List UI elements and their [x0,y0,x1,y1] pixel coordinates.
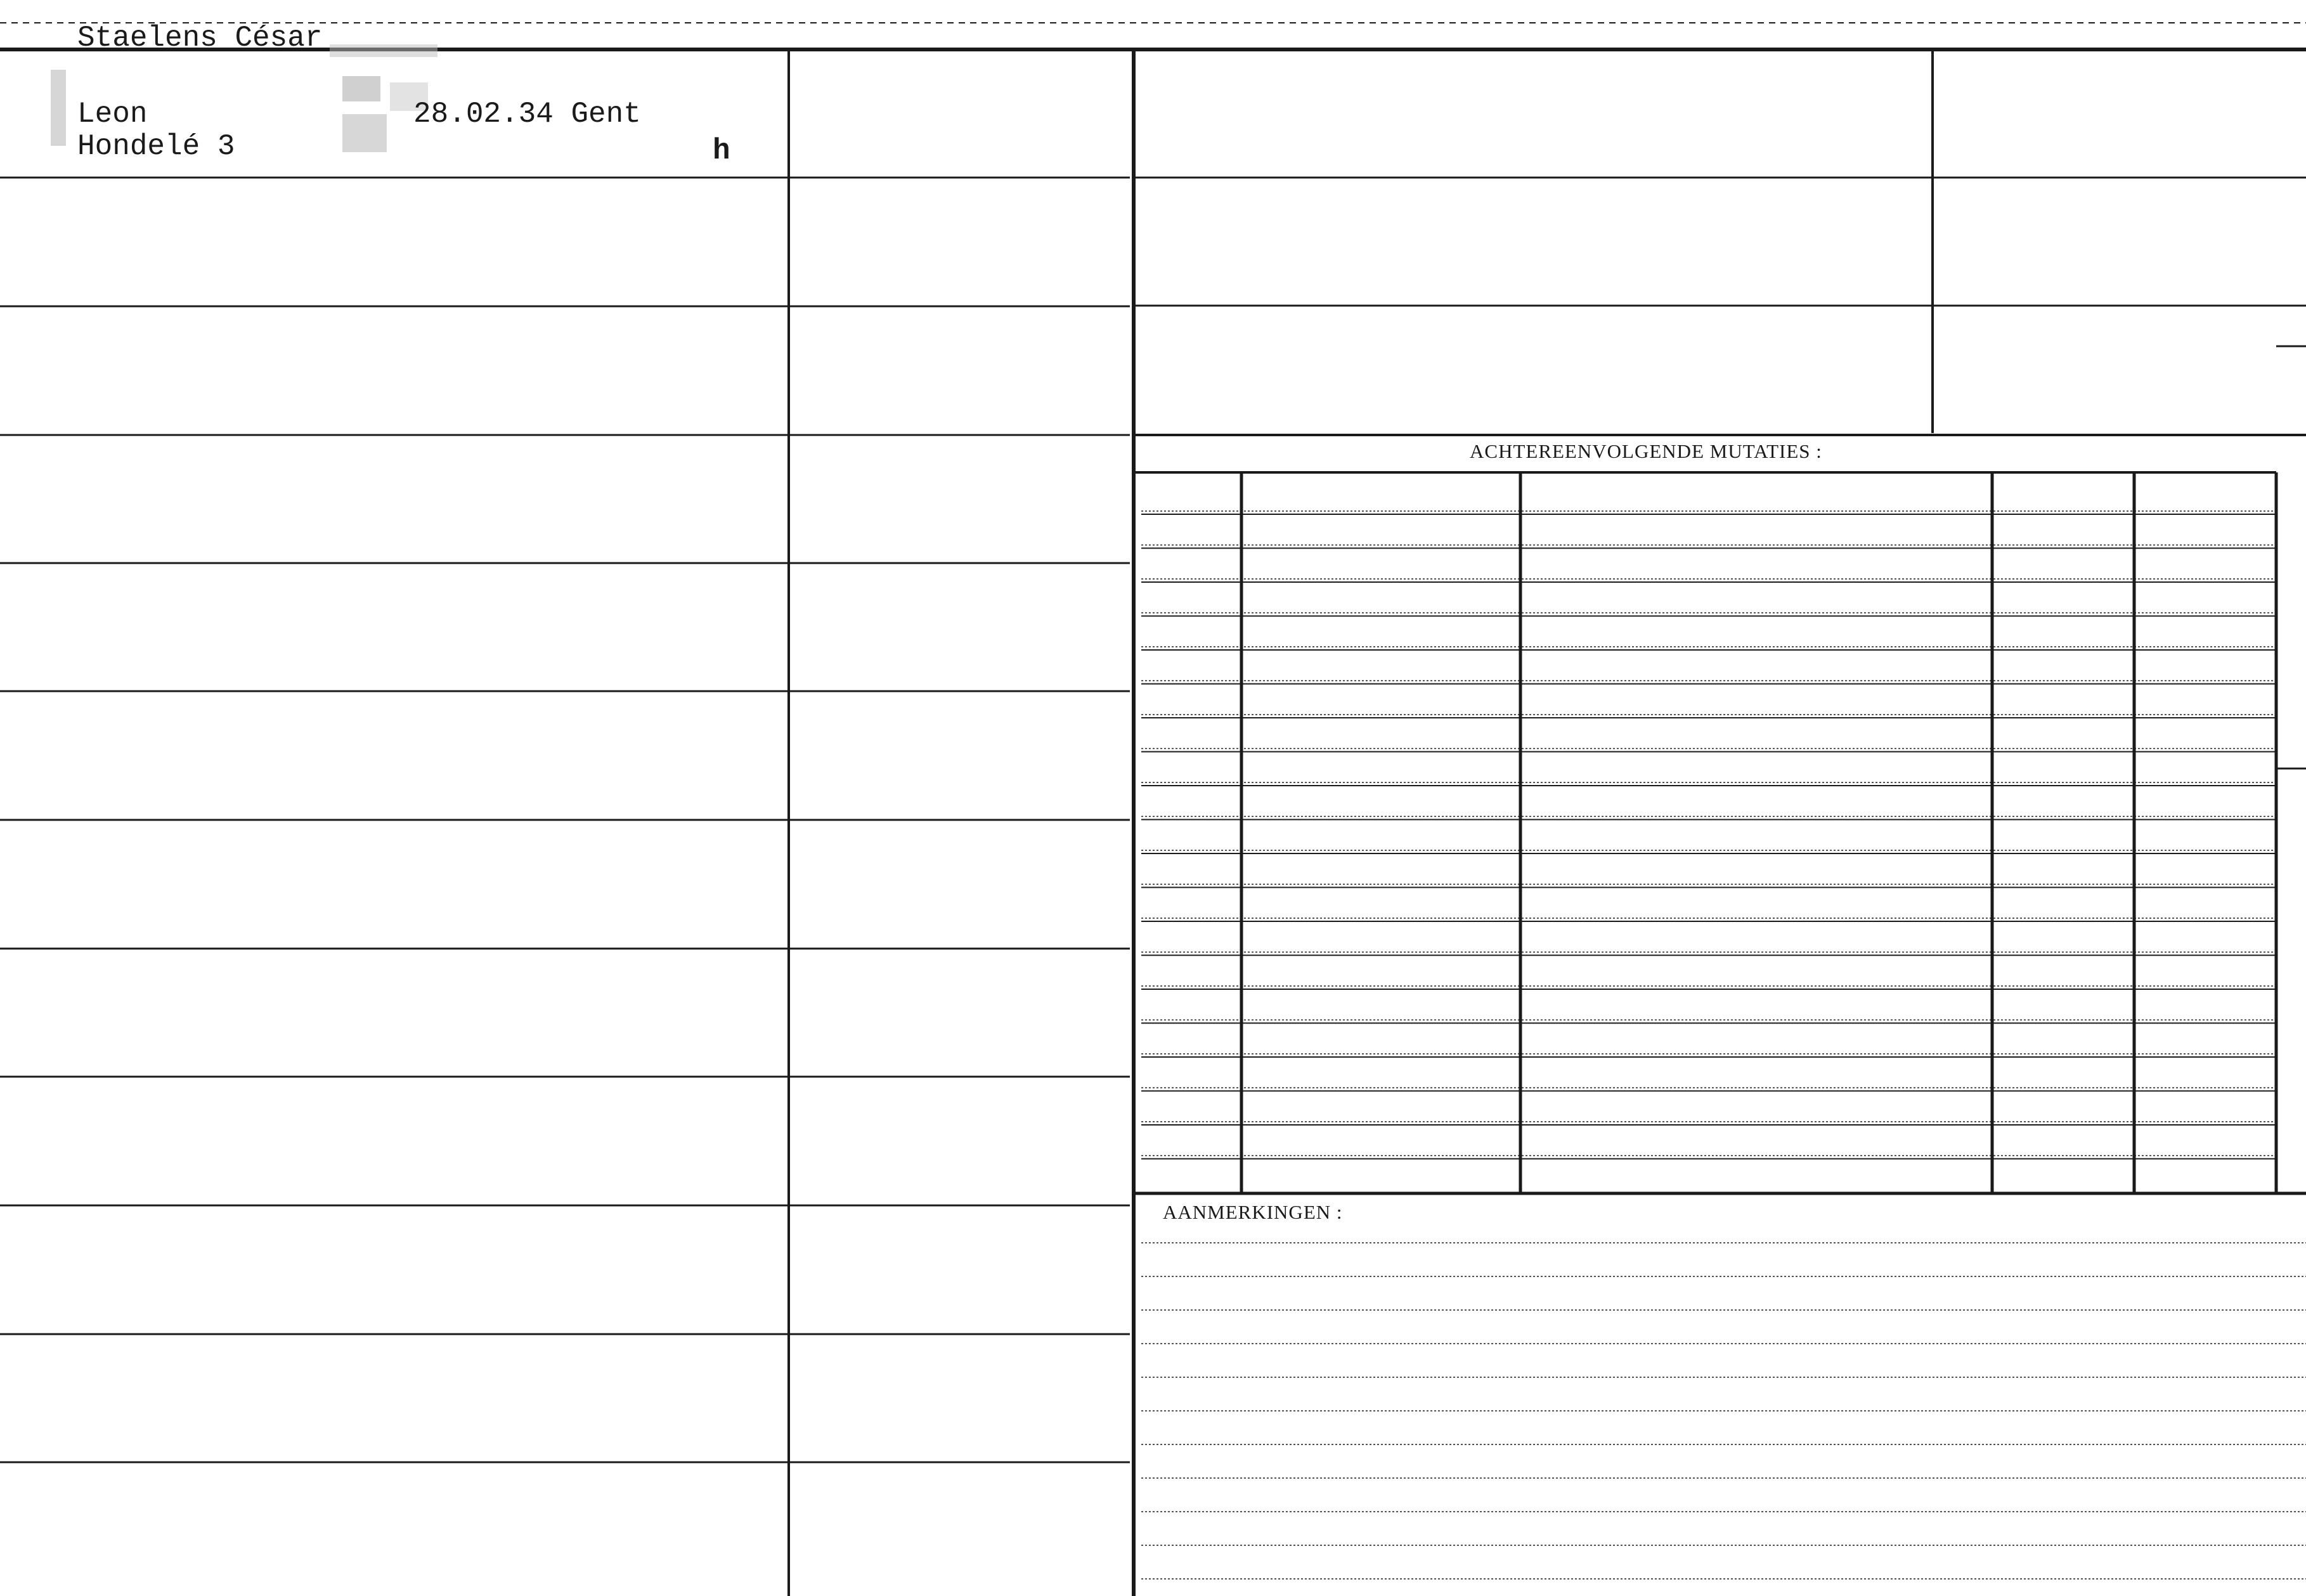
birth-date-place-field: 28.02.34 Gent [413,98,641,131]
mutations-heading: ACHTEREENVOLGENDE MUTATIES : [1470,440,1822,462]
remarks-heading: AANMERKINGEN : [1163,1201,1343,1223]
name-field: Staelens César [77,22,323,55]
second-name-field: Leon [77,98,148,131]
sex-field: h [713,134,730,167]
address-field: Hondelé 3 [77,130,235,163]
